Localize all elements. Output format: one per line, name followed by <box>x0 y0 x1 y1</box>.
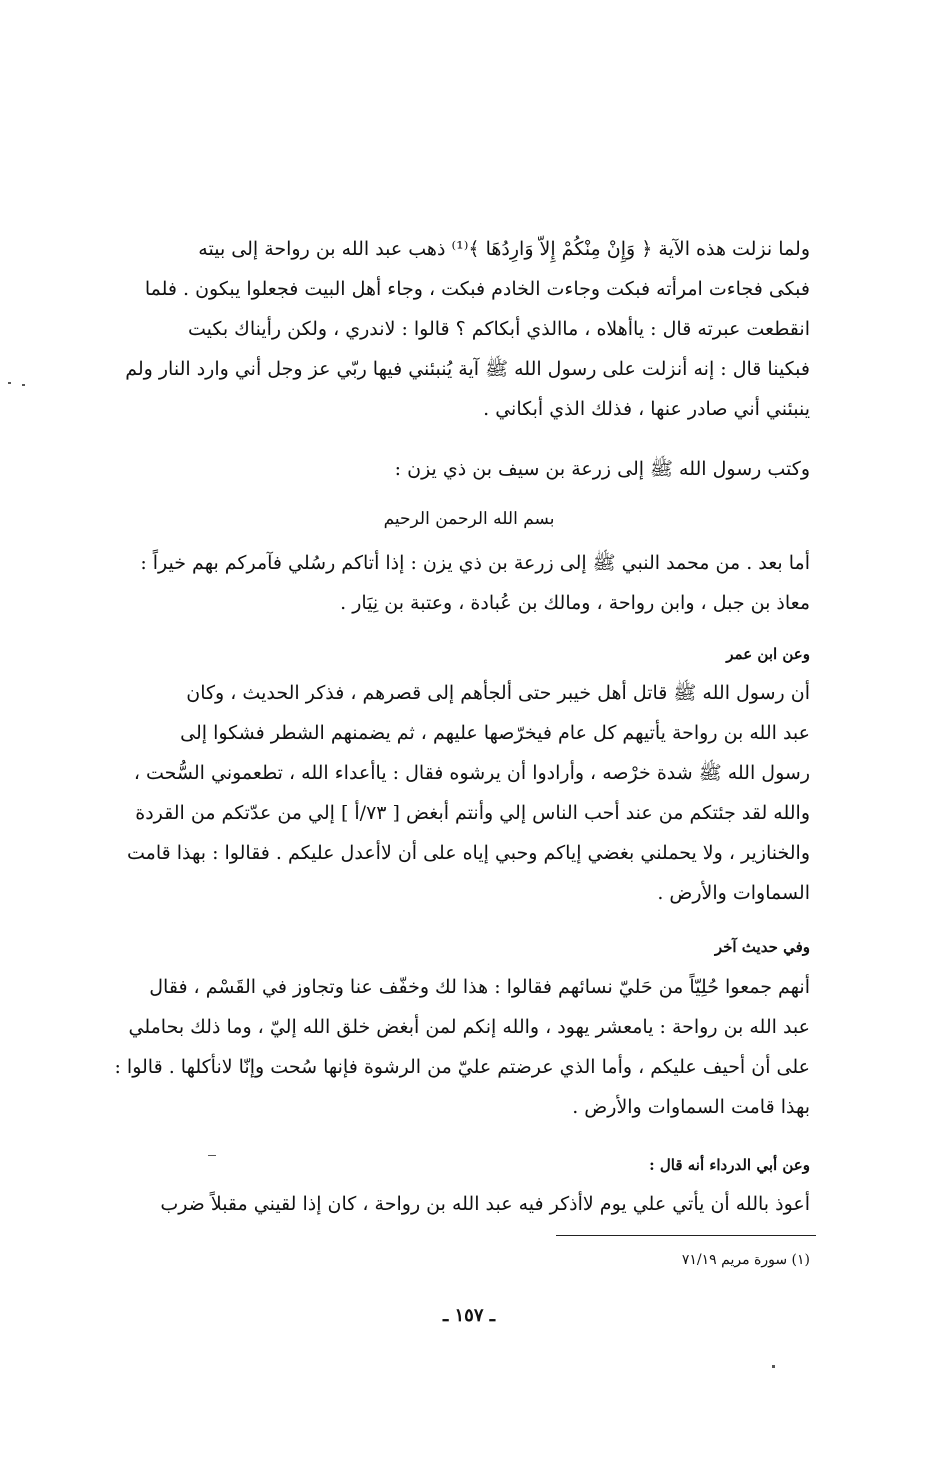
text-line: انقطعت عبرته قال : ياأهلاه ، ماالذي أبكاكم ؟ قالوا : لاندري ، ولكن رأيناك بكيت <box>187 318 810 340</box>
paragraph-letter-body <box>140 543 810 623</box>
scan-speck <box>8 382 11 384</box>
text-line: السماوات والأرض . <box>657 882 810 904</box>
text-line: عبد الله بن رواحة يأتيهم كل عام فيخرّصها عليهم ، ثم يضمنهم الشطر فشكوا إلى <box>180 722 810 744</box>
footnote-divider <box>556 1235 816 1236</box>
text-line: معاذ بن جبل ، وابن رواحة ، ومالك بن عُبادة ، وعتبة بن نِيَار . <box>340 592 810 614</box>
paragraph-verse-story <box>125 229 810 429</box>
text-line: بهذا قامت السماوات والأرض . <box>572 1096 810 1118</box>
text-line: أعوذ بالله أن يأتي علي يوم لاأذكر فيه عبد الله بن رواحة ، كان إذا لقيني مقبلاً ضرب <box>160 1193 810 1215</box>
scan-speck <box>22 384 25 386</box>
text-line: أن رسول الله ﷺ قاتل أهل خيبر حتى ألجأهم إلى قصرهم ، فذكر الحديث ، وكان <box>186 682 810 704</box>
text-line: فبكى فجاءت امرأته فبكت وجاءت الخادم فبكت ، وجاء أهل البيت فجعلوا يبكون . فلما <box>144 278 810 300</box>
section-heading: وفي حديث آخر <box>714 938 810 956</box>
text-line: على أن أحيف عليكم ، وأما الذي عرضتم عليّ من الرشوة فإنها سُحت وإنّا لانأكلها . قالوا : <box>114 1056 810 1078</box>
paragraph-letter-intro <box>160 449 810 489</box>
text-line: رسول الله ﷺ شدة خرْصه ، وأرادوا أن يرشوه فقال : ياأعداء الله ، تطعموني السُّحت ، <box>133 762 810 784</box>
text-line: ولما نزلت هذه الآية ﴿ وَإِنْ مِنْكُمْ إِلاّ وَارِدُهَا ﴾⁽¹⁾ ذهب عبد الله بن رواحة إلى بيته <box>198 238 810 260</box>
section-heading: وعن أبي الدرداء أنه قال : <box>649 1156 810 1174</box>
paragraph-khaybar <box>127 673 810 913</box>
text-line: فبكينا قال : إنه أنزلت على رسول الله ﷺ آية يُنبئني فيها ربّي عز وجل أني وارد النار ولم <box>125 358 810 380</box>
text-line: أنهم جمعوا حُلِيّاً من حَليّ نسائهم فقالوا : هذا لك وخفّف عنا وتجاوز في القَسْم ، فقال <box>149 976 810 998</box>
paragraph-abu-darda <box>160 1184 810 1224</box>
scan-speck <box>772 1365 775 1368</box>
text-line: وكتب رسول الله ﷺ إلى زرعة بن سيف بن ذي يزن : <box>394 458 810 480</box>
basmala: بسم الله الرحمن الرحيم <box>383 509 555 529</box>
page-number: ـ ١٥٧ ـ <box>442 1305 496 1326</box>
text-line: عبد الله بن رواحة : يامعشر يهود ، والله إنكم لمن أبغض خلق الله إليّ ، وما ذلك بحاملي <box>128 1016 810 1038</box>
text-line: ينبئني أني صادر عنها ، فذلك الذي أبكاني . <box>483 398 810 420</box>
text-line: والله لقد جئتكم من عند أحب الناس إلي وأنتم أبغض [ ٧٣/أ ] إلي من عدّتكم من القردة <box>135 802 810 824</box>
paragraph-jewelry <box>114 967 810 1127</box>
text-line: أما بعد . من محمد النبي ﷺ إلى زرعة بن ذي يزن : إذا أتاكم رسُلي فآمركم بهم خيراً : <box>140 552 810 574</box>
scan-speck <box>208 1155 216 1156</box>
section-heading: وعن ابن عمر <box>726 645 810 663</box>
text-line: والخنازير ، ولا يحملني بغضي إياكم وحبي إياه على أن لاأعدل عليكم . فقالوا : بهذا قامت <box>127 842 810 864</box>
footnote: (١) سورة مريم ٧١/١٩ <box>681 1252 810 1268</box>
